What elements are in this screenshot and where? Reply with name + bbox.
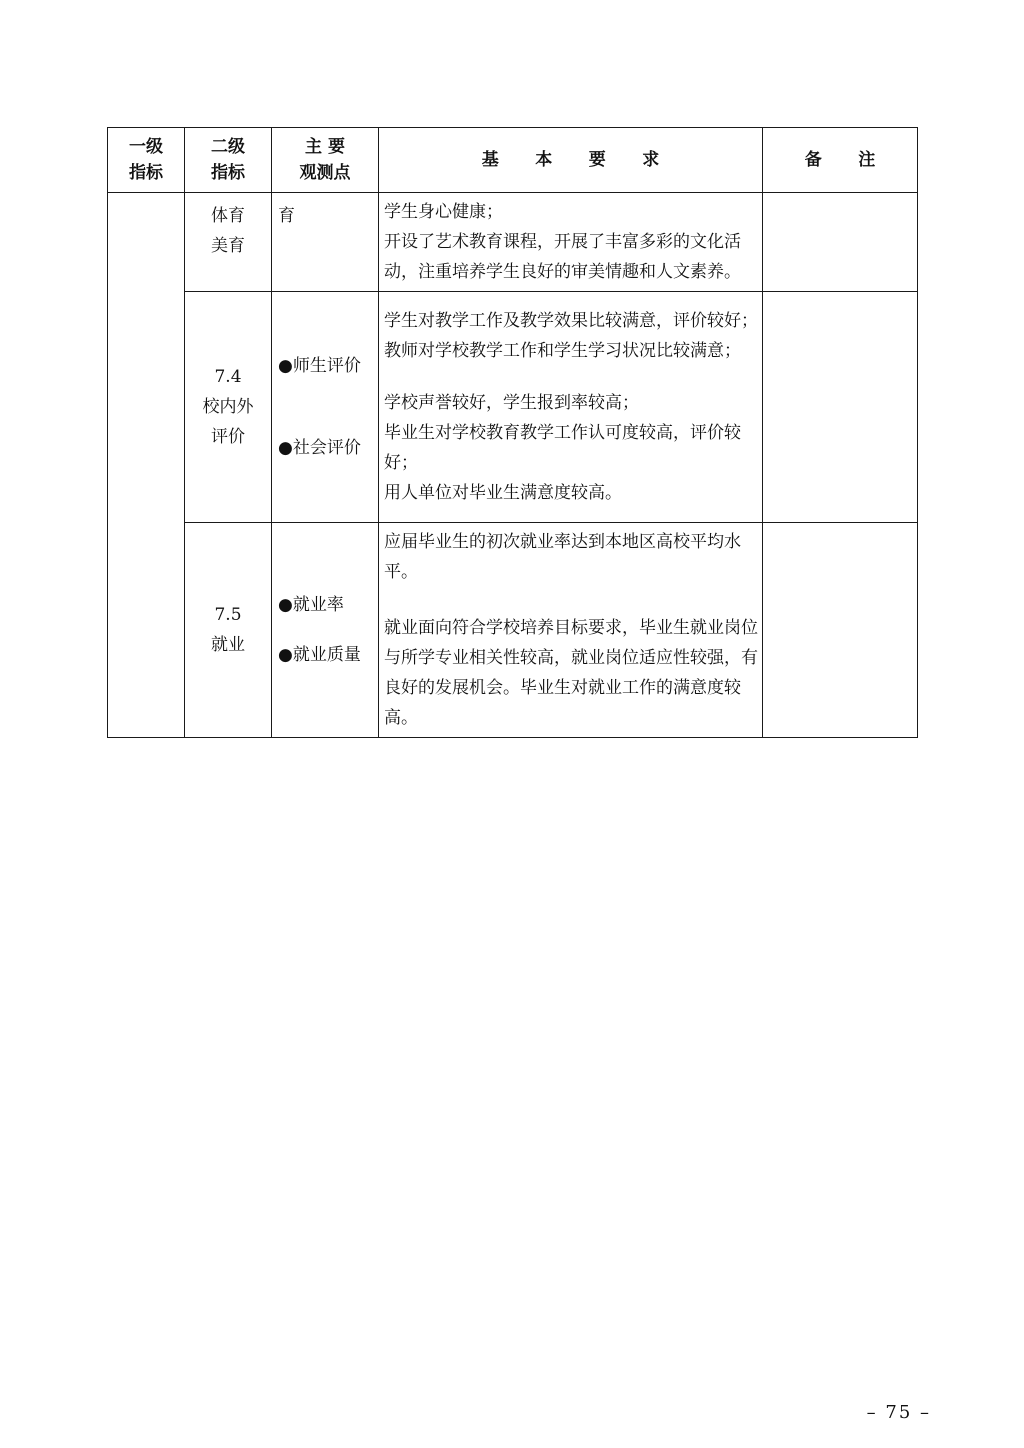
requirements-cell: 学生对教学工作及教学效果比较满意，评价较好； 教师对学校教学工作和学生学习状况比较满意； 学校声誉较好，学生报到率较高； 毕业生对学校教育教学工作认可度较高，评价较好； 用人单位对毕业生满意度较高。 <box>379 292 763 523</box>
remarks-cell <box>763 292 918 523</box>
table-header-row <box>108 128 918 193</box>
requirements-cell: 应届毕业生的初次就业率达到本地区高校平均水平。 就业面向符合学校培养目标要求，毕业生就业岗位与所学专业相关性较高，就业岗位适应性较强，有良好的发展机会。毕业生对就业工作的满意度较高。 <box>379 523 763 738</box>
page-number: – 75 – <box>866 1402 931 1423</box>
header-observation-points: 主 要 观测点 <box>272 128 379 193</box>
remarks-cell <box>763 193 918 292</box>
secondary-indicator-cell: 7.5 就业 <box>185 523 272 738</box>
header-primary-indicator: 一级 指标 <box>108 128 185 193</box>
secondary-indicator-cell: 体育 美育 <box>185 193 272 292</box>
observation-cell: ●师生评价 ●社会评价 <box>272 292 379 523</box>
observation-cell: 育 <box>272 193 379 292</box>
primary-indicator-cell <box>108 193 185 738</box>
header-remarks: 备 注 <box>763 128 918 193</box>
remarks-cell <box>763 523 918 738</box>
secondary-indicator-cell: 7.4 校内外 评价 <box>185 292 272 523</box>
table-row <box>108 193 918 292</box>
requirements-cell: 学生身心健康； 开设了艺术教育课程，开展了丰富多彩的文化活动，注重培养学生良好的审美情趣和人文素养。 <box>379 193 763 292</box>
header-basic-requirements: 基 本 要 求 <box>379 128 763 193</box>
table-row <box>108 292 918 523</box>
table-row <box>108 523 918 738</box>
evaluation-table <box>107 127 918 738</box>
header-secondary-indicator: 二级 指标 <box>185 128 272 193</box>
observation-cell: ●就业率 ●就业质量 <box>272 523 379 738</box>
